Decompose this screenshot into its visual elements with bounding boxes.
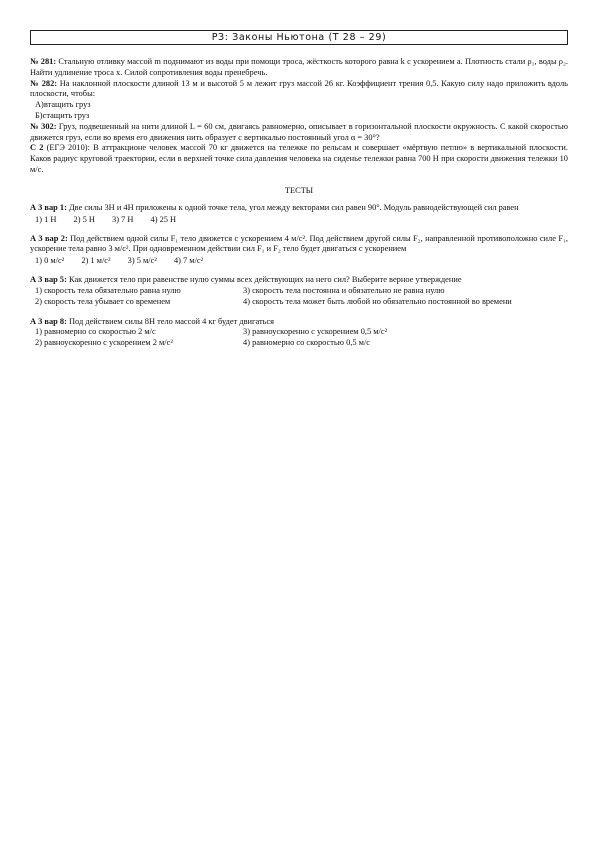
problem-number: № 302:: [30, 121, 57, 131]
test-label: А 3 вар 2:: [30, 233, 68, 243]
answer-option: 1) 0 м/с²: [35, 256, 65, 266]
answer-option: 3) скорость тела постоянна и обязательно не равна нулю: [243, 285, 445, 295]
problem-c2: [30, 143, 568, 175]
answer-option: 1) скорость тела обязательно равна нулю: [35, 285, 181, 295]
test-question: [30, 275, 568, 286]
problem-text: Груз, подвешенный на нити длиной L = 60 см, двигаясь равномерно, описывает в горизонтальной плоскости окружность. С какой скоростью движется груз, если во время его движения нить образует с вертикалью постоянный угол α = 30°?: [30, 121, 568, 142]
test-label: А 3 вар 5:: [30, 275, 67, 285]
test-label: А 3 вар 8:: [30, 316, 67, 326]
answer-options: [30, 286, 568, 308]
tests-heading: ТЕСТЫ: [284, 185, 314, 195]
answer-option: 3) 7 Н: [112, 214, 134, 224]
answer-option: 3) равноускоренно с ускорением 0,5 м/с²: [243, 327, 388, 337]
question-text: Под действием одной силы F₁ тело движется с ускорением 4 м/с². Под действием другой силы F₂, направленной противоположно силе F₁, ускорение тела равно 3 м/с². При одновременном действии сил F₁ и F₂ тело будет двигаться с ускорением: [30, 233, 568, 254]
problems-section: [30, 57, 568, 176]
page-title: РЗ: Законы Ньютона (Т 28 – 29): [30, 30, 568, 45]
test-variant-1: [30, 203, 568, 225]
problem-282-item-b: Б)стащить груз: [35, 110, 90, 120]
test-variant-2: [30, 234, 568, 267]
answer-option: 1) равномерно со скоростью 2 м/с: [35, 327, 156, 337]
answer-option: 2) 5 Н: [73, 214, 95, 224]
test-question: [30, 234, 568, 256]
answer-option: 4) 7 м/с²: [173, 256, 204, 266]
answer-option: 4) равномерно со скоростью 0,5 м/с: [243, 338, 370, 348]
question-text: Под действием силы 8Н тело массой 4 кг будет двигаться: [66, 316, 275, 326]
problem-text: На наклонной плоскости длиной 13 м и высотой 5 м лежит груз массой 26 кг. Коэффициент трения 0,5. Какую силу надо приложить вдоль плоскости, чтобы:: [30, 78, 568, 99]
test-question: [30, 203, 568, 214]
problem-302: [30, 122, 568, 144]
test-variant-8: [30, 317, 568, 349]
question-text: Две силы 3Н и 4Н приложены к одной точке тела, угол между векторами сил равен 90°. Модуль равнодействующей сил равен: [66, 202, 519, 212]
test-variant-5: [30, 275, 568, 307]
answer-option: 2) скорость тела убывает со временем: [35, 296, 171, 306]
answer-option: 3) 5 м/с²: [127, 256, 157, 266]
answer-options: [30, 327, 568, 349]
document-page: [30, 30, 568, 349]
problem-text: (ЕГЭ 2010): В аттракционе человек массой 70 кг движется на тележке по рельсам и совершает «мёртвую петлю» в вертикальной плоскости. Каков радиус круговой траектории, если в верхней точке сила давления человека на сиденье тележки равна 700 Н при скорости движения тележки 10 м/с.: [30, 143, 568, 174]
problem-282: [30, 79, 568, 101]
test-label: А 3 вар 1:: [30, 202, 67, 212]
answer-option: 4) скорость тела может быть любой но обязательно постоянной во времени: [243, 296, 512, 306]
answer-option: 2) 1 м/с²: [81, 256, 111, 266]
answer-options: [30, 214, 568, 225]
problem-281: [30, 57, 568, 79]
answer-option: 1) 1 Н: [35, 214, 57, 224]
question-text: Как движется тело при равенстве нулю суммы всех действующих на него сил? Выберите верное утверждение: [66, 275, 462, 285]
problem-number: С 2: [30, 143, 44, 153]
problem-text: Стальную отливку массой m поднимают из воды при помощи троса, жёсткость которого равна k с ускорением a. Плотность стали ρ₁, воды ρ₂. Найти удлинение троса x. Силой сопротивления воды пренебречь.: [30, 57, 568, 77]
answer-option: 2) равноускоренно с ускорением 2 м/с²: [35, 338, 173, 348]
answer-options: [30, 255, 568, 266]
test-question: [30, 317, 568, 328]
problem-number: № 282:: [30, 78, 58, 88]
problem-number: № 281:: [30, 57, 57, 66]
problem-282-item-a: А)втащить груз: [35, 100, 91, 110]
answer-option: 4) 25 Н: [150, 214, 177, 224]
